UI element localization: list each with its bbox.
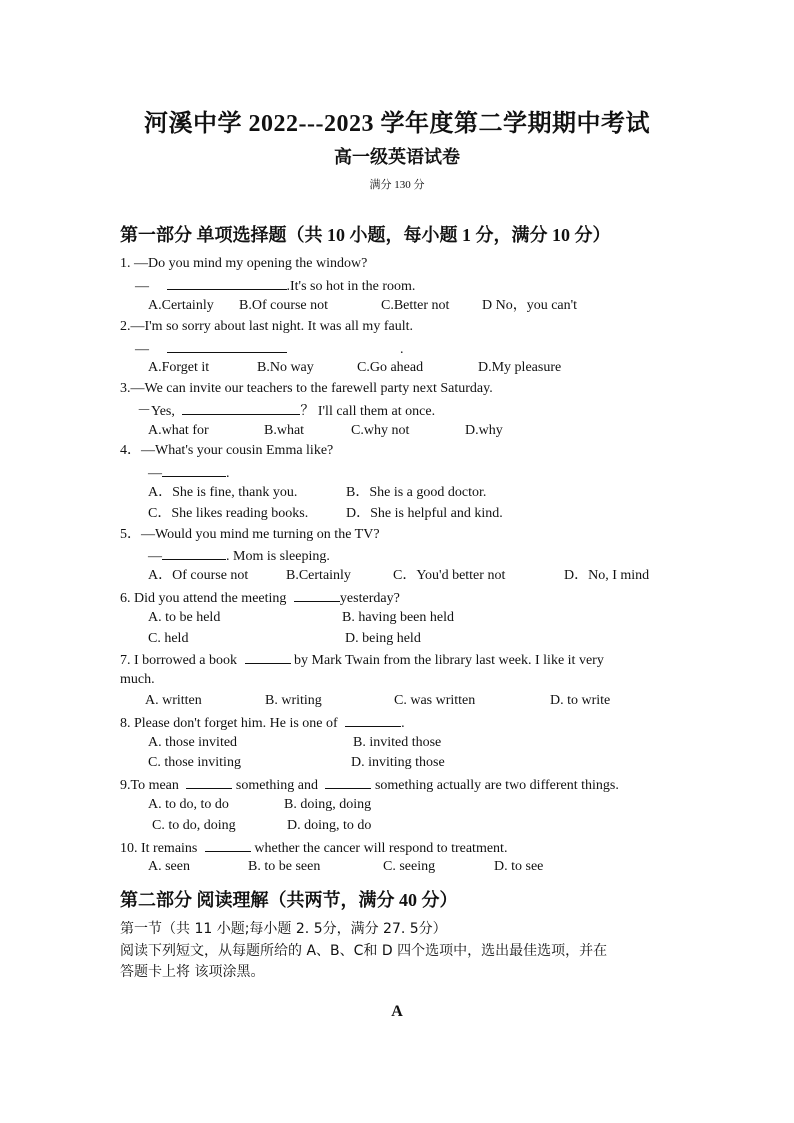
question-reply [135,339,404,359]
option-b: B．She is a good doctor. [346,485,487,500]
question-stem [120,775,619,795]
instruction-line-2: 答题卡上将 该项涂黑。 [120,964,265,980]
stem-part-3: something actually are two different things. [374,778,619,793]
part2-heading: 第二部分 阅读理解（共两节，满分 40 分） [120,890,458,910]
answer-blank [245,650,291,664]
answer-blank [294,588,340,602]
option-b: B.No way [257,360,314,375]
option-c: C.why not [351,423,410,438]
stem-prefix: 8. Please don't forget him. He is one of [120,716,338,731]
full-score-note: 满分 130 分 [369,179,425,191]
question-reply [148,463,230,483]
stem-part-2: something and [235,778,318,793]
question-stem [120,838,507,858]
stem-part-1: 9.To mean [120,778,179,793]
stem-suffix: by Mark Twain from the library last week. I like it very [294,653,604,668]
reply-prefix: — [135,279,149,294]
answer-blank-1 [186,775,232,789]
option-d: D.My pleasure [478,360,562,375]
reply-suffix: .It's so hot in the room. [286,279,416,294]
option-c: C. those inviting [148,755,241,770]
question-reply [148,546,330,566]
option-a: A. to be held [148,610,221,625]
option-a: A. written [145,693,202,708]
answer-blank-2 [325,775,371,789]
answer-blank [182,401,300,415]
stem-suffix: whether the cancer will respond to treatment. [254,841,508,856]
question-stem [120,650,604,670]
question-stem: 4．—What's your cousin Emma like? [120,443,334,458]
reply-suffix: . [226,466,230,481]
question-stem [120,588,400,608]
option-d: D．No, I mind [564,568,650,583]
option-a: A.what for [148,423,209,438]
option-a: A．She is fine, thank you. [148,485,298,500]
stem-continuation: much. [120,672,155,687]
answer-blank [205,838,251,852]
option-b: B. doing, doing [284,797,372,812]
reply-suffix: . Mom is sleeping. [226,549,330,564]
option-a: A.Forget it [148,360,210,375]
option-b: B.Of course not [239,298,329,313]
option-c: C．She likes reading books. [148,506,309,521]
option-d: D. to see [494,859,544,874]
reply-suffix: . [400,342,404,357]
passage-letter: A [391,1003,403,1020]
exam-title: 河溪中学 2022---2023 学年度第二学期期中考试 [144,111,650,137]
stem-suffix: yesterday? [339,591,400,606]
part1-heading: 第一部分 单项选择题（共 10 小题，每小题 1 分，满分 10 分） [120,225,611,245]
stem-prefix: 7. I borrowed a book [120,653,238,668]
option-d: D. inviting those [351,755,445,770]
option-c: C．You'd better not [393,568,506,583]
answer-blank [167,339,287,353]
question-stem: 2.—I'm so sorry about last night. It was all my fault. [120,319,413,334]
option-a: A.Certainly [148,298,214,313]
instruction-line-1: 阅读下列短文，从每题所给的 A、B、C和 D 四个选项中，选出最佳选项，并在 [120,943,608,959]
exam-subtitle: 高一级英语试卷 [334,147,460,167]
answer-blank [345,713,401,727]
stem-suffix: . [401,716,405,731]
answer-blank [162,546,226,560]
option-d: D．She is helpful and kind. [346,506,503,521]
option-a: A．Of course not [148,568,249,583]
option-b: B.what [264,423,305,438]
option-d: D. doing, to do [287,818,372,833]
option-c: C. seeing [383,859,436,874]
stem-prefix: 6. Did you attend the meeting [120,591,287,606]
option-a: A. to do, to do [148,797,229,812]
reply-prefix: — [148,549,162,564]
stem-prefix: 10. It remains [120,841,198,856]
option-b: B. writing [265,693,322,708]
option-b: B. having been held [342,610,454,625]
option-d: D No，you can't [482,298,578,313]
option-a: A. seen [148,859,190,874]
reply-prefix: — [135,342,149,357]
option-d: D.why [465,423,503,438]
option-c: C.Go ahead [357,360,424,375]
option-c: C. to do, doing [152,818,236,833]
reply-suffix: ？ I'll call them at once. [300,404,436,419]
option-b: B.Certainly [286,568,351,583]
option-d: D. being held [345,631,421,646]
question-stem: 1. —Do you mind my opening the window? [120,256,368,271]
option-d: D. to write [550,693,611,708]
answer-blank [167,276,287,290]
question-reply [135,276,415,296]
reply-prefix: －Yes, [137,404,175,419]
option-b: B. to be seen [248,859,321,874]
section-1-line: 第一节（共 11 小题;每小题 2. 5分，满分 27. 5分） [120,921,447,937]
option-c: C.Better not [381,298,450,313]
question-stem [120,713,405,733]
question-reply [137,401,435,421]
option-c: C. was written [394,693,476,708]
question-stem: 5．—Would you mind me turning on the TV? [120,527,380,542]
reply-prefix: — [148,466,162,481]
answer-blank [162,463,226,477]
option-c: C. held [148,631,189,646]
option-a: A. those invited [148,735,238,750]
option-b: B. invited those [353,735,442,750]
question-stem: 3.—We can invite our teachers to the farewell party next Saturday. [120,381,493,396]
